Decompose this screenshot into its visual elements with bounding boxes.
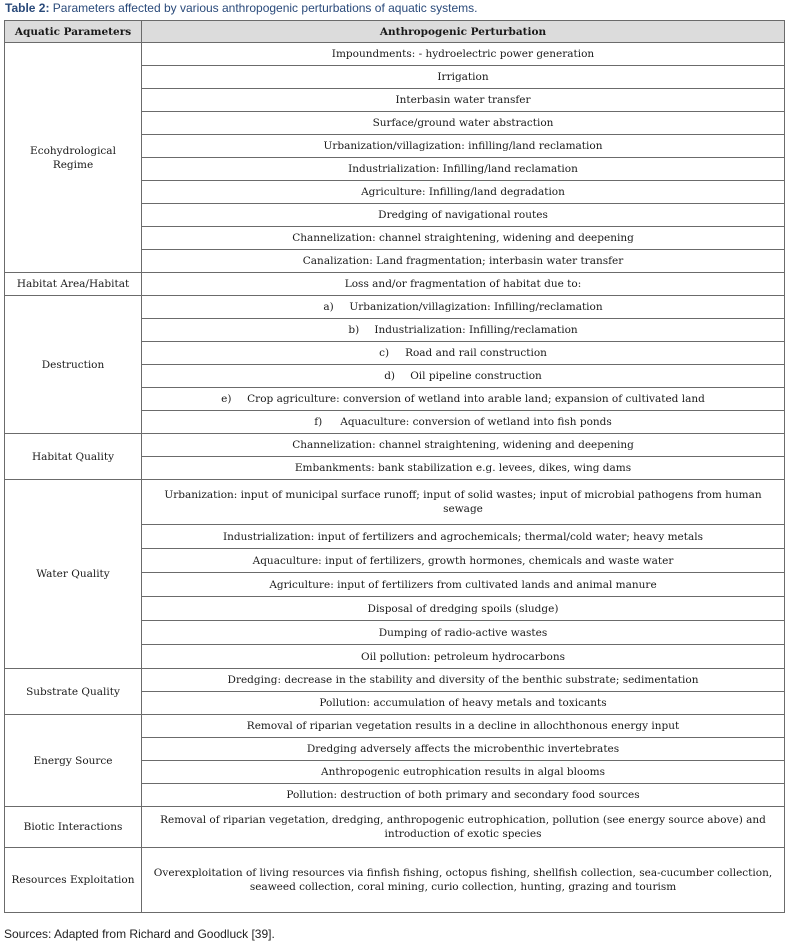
aquatic-parameter-cell: Habitat Quality (5, 434, 142, 480)
sub-item-letter: f) (314, 416, 323, 428)
sub-item-letter: b) (348, 324, 360, 336)
perturbation-cell: Dredging of navigational routes (142, 204, 785, 227)
perturbation-cell: Channelization: channel straightening, widening and deepening (142, 227, 785, 250)
sub-item-letter: d) (384, 370, 396, 382)
sub-item (379, 346, 547, 360)
perturbation-cell: Urbanization/villagization: infilling/land reclamation (142, 135, 785, 158)
aquatic-parameter-cell: Destruction (5, 296, 142, 434)
perturbation-cell: Dredging adversely affects the microbenthic invertebrates (142, 738, 785, 761)
perturbation-cell: Channelization: channel straightening, widening and deepening (142, 434, 785, 457)
header-aquatic-parameters: Aquatic Parameters (5, 21, 142, 43)
perturbation-cell: Industrialization: Infilling/land reclamation (142, 158, 785, 181)
aquatic-parameter-cell: Energy Source (5, 715, 142, 807)
sub-item-text: Oil pipeline construction (410, 370, 542, 382)
perturbation-cell: Interbasin water transfer (142, 89, 785, 112)
sub-item-letter: e) (221, 393, 232, 405)
perturbation-cell: Loss and/or fragmentation of habitat due to: (142, 273, 785, 296)
perturbation-cell: Dredging: decrease in the stability and diversity of the benthic substrate; sedimentation (142, 669, 785, 692)
table-header-row (5, 21, 785, 43)
caption-label: Table 2: (5, 1, 50, 15)
aquatic-parameter-cell: Resources Exploitation (5, 848, 142, 913)
aquatic-parameter-cell: Substrate Quality (5, 669, 142, 715)
sub-item (314, 415, 612, 429)
sub-item (221, 392, 705, 406)
perturbation-cell (142, 296, 785, 319)
perturbation-cell: Agriculture: input of fertilizers from cultivated lands and animal manure (142, 573, 785, 597)
aquatic-parameter-cell: Biotic Interactions (5, 807, 142, 848)
perturbation-cell (142, 365, 785, 388)
perturbation-cell: Anthropogenic eutrophication results in algal blooms (142, 761, 785, 784)
perturbation-cell: Canalization: Land fragmentation; interbasin water transfer (142, 250, 785, 273)
sub-item-text: Road and rail construction (405, 347, 547, 359)
perturbation-cell: Pollution: accumulation of heavy metals and toxicants (142, 692, 785, 715)
perturbation-cell: Removal of riparian vegetation results in a decline in allochthonous energy input (142, 715, 785, 738)
perturbation-cell: Oil pollution: petroleum hydrocarbons (142, 645, 785, 669)
perturbation-cell: Agriculture: Infilling/land degradation (142, 181, 785, 204)
sub-item (384, 369, 542, 383)
table-row (5, 273, 785, 296)
sub-item-text: Aquaculture: conversion of wetland into fish ponds (340, 416, 612, 428)
perturbation-cell (142, 388, 785, 411)
aquatic-parameter-cell: Habitat Area/Habitat (5, 273, 142, 296)
table-row (5, 296, 785, 319)
sub-item-letter: c) (379, 347, 390, 359)
aquatic-parameter-cell: Ecohydrological Regime (5, 43, 142, 273)
aquatic-parameter-cell: Water Quality (5, 480, 142, 669)
perturbation-cell: Pollution: destruction of both primary and secondary food sources (142, 784, 785, 807)
sub-item-letter: a) (323, 301, 334, 313)
sub-item (348, 323, 577, 337)
table-body (5, 43, 785, 913)
table-caption (5, 1, 477, 15)
perturbation-cell: Embankments: bank stabilization e.g. levees, dikes, wing dams (142, 457, 785, 480)
header-anthropogenic-perturbation: Anthropogenic Perturbation (142, 21, 785, 43)
table-row (5, 669, 785, 692)
table-row (5, 480, 785, 525)
sub-item (323, 300, 602, 314)
perturbation-cell: Irrigation (142, 66, 785, 89)
perturbation-cell: Disposal of dredging spoils (sludge) (142, 597, 785, 621)
table-row (5, 715, 785, 738)
source-note: Sources: Adapted from Richard and Goodluck [39]. (4, 927, 275, 941)
sub-item-text: Urbanization/villagization: Infilling/reclamation (349, 301, 603, 313)
perturbation-cell (142, 411, 785, 434)
perturbation-cell (142, 342, 785, 365)
perturbation-cell: Impoundments: - hydroelectric power generation (142, 43, 785, 66)
perturbation-cell: Surface/ground water abstraction (142, 112, 785, 135)
perturbation-cell: Aquaculture: input of fertilizers, growth hormones, chemicals and waste water (142, 549, 785, 573)
perturbation-cell: Dumping of radio-active wastes (142, 621, 785, 645)
perturbation-table (4, 20, 785, 913)
caption-text: Parameters affected by various anthropogenic perturbations of aquatic systems. (49, 1, 478, 15)
sub-item-text: Crop agriculture: conversion of wetland into arable land; expansion of cultivated land (247, 393, 705, 405)
sub-item-text: Industrialization: Infilling/reclamation (374, 324, 578, 336)
table-row (5, 434, 785, 457)
perturbation-cell: Overexploitation of living resources via finfish fishing, octopus fishing, shellfish collection, sea-cucumber collection, seaweed collection, coral mining, curio collection, hunting, grazing and tourism (142, 848, 785, 913)
perturbation-cell: Industrialization: input of fertilizers and agrochemicals; thermal/cold water; heavy metals (142, 525, 785, 549)
perturbation-cell: Removal of riparian vegetation, dredging, anthropogenic eutrophication, pollution (see energy source above) and introduction of exotic species (142, 807, 785, 848)
table-row (5, 807, 785, 848)
table-row (5, 43, 785, 66)
table-row (5, 848, 785, 913)
perturbation-cell: Urbanization: input of municipal surface runoff; input of solid wastes; input of microbial pathogens from human sewage (142, 480, 785, 525)
perturbation-cell (142, 319, 785, 342)
